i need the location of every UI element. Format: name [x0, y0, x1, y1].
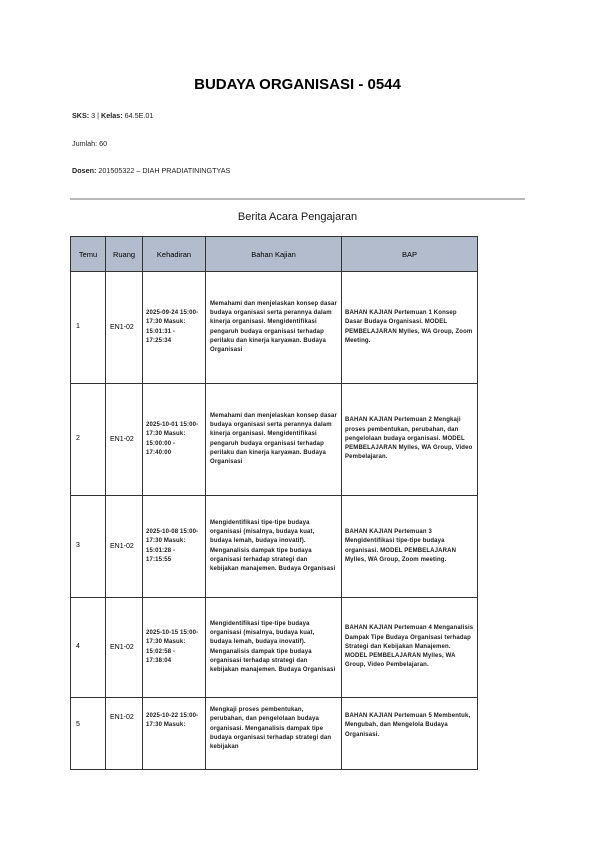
col-header-bap: BAP	[342, 237, 478, 272]
cell-kehadiran: 2025-09-24 15:00-17:30 Masuk: 15:01:31 - 17:25:34	[143, 272, 206, 384]
dosen-value: 201505322 – DIAH PRADIATININGTYAS	[96, 166, 231, 175]
cell-bap: BAHAN KAJIAN Pertemuan 1 Konsep Dasar Budaya Organisasi. MODEL PEMBELAJARAN Mylles, WA Group, Zoom Meeting.	[342, 272, 478, 384]
cell-bahan-kajian: Memahami dan menjelaskan konsep dasar budaya organisasi serta perannya dalam kinerja organisasi. Mengidentifikasi pengaruh budaya organisasi terhadap perilaku dan kinerja karyawan. Budaya Organisasi	[206, 384, 342, 496]
cell-kehadiran: 2025-10-15 15:00-17:30 Masuk: 15:02:58 - 17:38:04	[143, 598, 206, 698]
cell-bahan-kajian: Mengkaji proses pembentukan, perubahan, dan pengelolaan budaya organisasi. Menganalisis dampak tipe budaya organisasi terhadap strategi dan kebijakan	[206, 698, 342, 770]
cell-bahan-kajian: Memahami dan menjelaskan konsep dasar budaya organisasi serta perannya dalam kinerja organisasi. Mengidentifikasi pengaruh budaya organisasi terhadap perilaku dan kinerja karyawan. Budaya Organisasi	[206, 272, 342, 384]
kelas-label: Kelas:	[101, 111, 123, 120]
cell-bahan-kajian: Mengidentifikasi tipe-tipe budaya organisasi (misalnya, budaya kuat, budaya lemah, budaya inovatif). Menganalisis dampak tipe budaya organisasi terhadap strategi dan kebijakan manajemen. Budaya Organisasi	[206, 496, 342, 598]
sks-value: 3 |	[89, 111, 102, 120]
cell-kehadiran: 2025-10-01 15:00-17:30 Masuk: 15:00:00 - 17:40:00	[143, 384, 206, 496]
table-row	[71, 598, 478, 698]
cell-ruang: EN1-02	[106, 698, 143, 770]
cell-temu: 3	[71, 496, 106, 598]
cell-temu: 2	[71, 384, 106, 496]
cell-temu: 1	[71, 272, 106, 384]
sks-label: SKS:	[72, 111, 90, 120]
cell-bap: BAHAN KAJIAN Pertemuan 5 Membentuk, Mengubah, dan Mengelola Budaya Organisasi.	[342, 698, 478, 770]
cell-bahan-kajian: Mengidentifikasi tipe-tipe budaya organisasi (misalnya, budaya kuat, budaya lemah, budaya inovatif). Menganalisis dampak tipe budaya organisasi terhadap strategi dan kebijakan manajemen. Budaya Organisasi	[206, 598, 342, 698]
course-info-line	[72, 111, 153, 120]
table-row	[71, 384, 478, 496]
jumlah-line: Jumlah: 60	[72, 139, 108, 148]
cell-temu: 4	[71, 598, 106, 698]
table-header-row	[71, 237, 478, 272]
cell-ruang: EN1-02	[106, 598, 143, 698]
cell-ruang: EN1-02	[106, 384, 143, 496]
cell-ruang: EN1-02	[106, 496, 143, 598]
document-title: BUDAYA ORGANISASI - 0544	[194, 76, 401, 93]
col-header-ruang: Ruang	[106, 237, 143, 272]
cell-bap: BAHAN KAJIAN Pertemuan 4 Menganalisis Dampak Tipe Budaya Organisasi terhadap Strategi dan Kebijakan Manajemen. MODEL PEMBELAJARAN Mylles, WA Group, Video Pembelajaran.	[342, 598, 478, 698]
col-header-kehadiran: Kehadiran	[143, 237, 206, 272]
section-title: Berita Acara Pengajaran	[237, 211, 358, 223]
section-divider	[70, 198, 525, 200]
table-row	[71, 272, 478, 384]
table-row	[71, 698, 478, 770]
col-header-temu: Temu	[71, 237, 106, 272]
cell-kehadiran: 2025-10-22 15:00-17:30 Masuk:	[143, 698, 206, 770]
cell-kehadiran: 2025-10-08 15:00-17:30 Masuk: 15:01:28 - 17:15:55	[143, 496, 206, 598]
cell-bap: BAHAN KAJIAN Pertemuan 2 Mengkaji proses pembentukan, perubahan, dan pengelolaan budaya organisasi. MODEL PEMBELAJARAN Mylles, WA Group, Video Pembelajaran.	[342, 384, 478, 496]
table-row	[71, 496, 478, 598]
cell-temu: 5	[71, 698, 106, 770]
cell-bap: BAHAN KAJIAN Pertemuan 3 Mengidentifikasi tipe-tipe budaya organisasi. MODEL PEMBELAJARAN Mylles, WA Group, Zoom meeting.	[342, 496, 478, 598]
col-header-bahan-kajian: Bahan Kajian	[206, 237, 342, 272]
kelas-value: 64.5E.01	[122, 111, 154, 120]
bap-table	[70, 236, 478, 770]
dosen-label: Dosen:	[72, 166, 97, 175]
dosen-line	[72, 166, 230, 175]
cell-ruang: EN1-02	[106, 272, 143, 384]
